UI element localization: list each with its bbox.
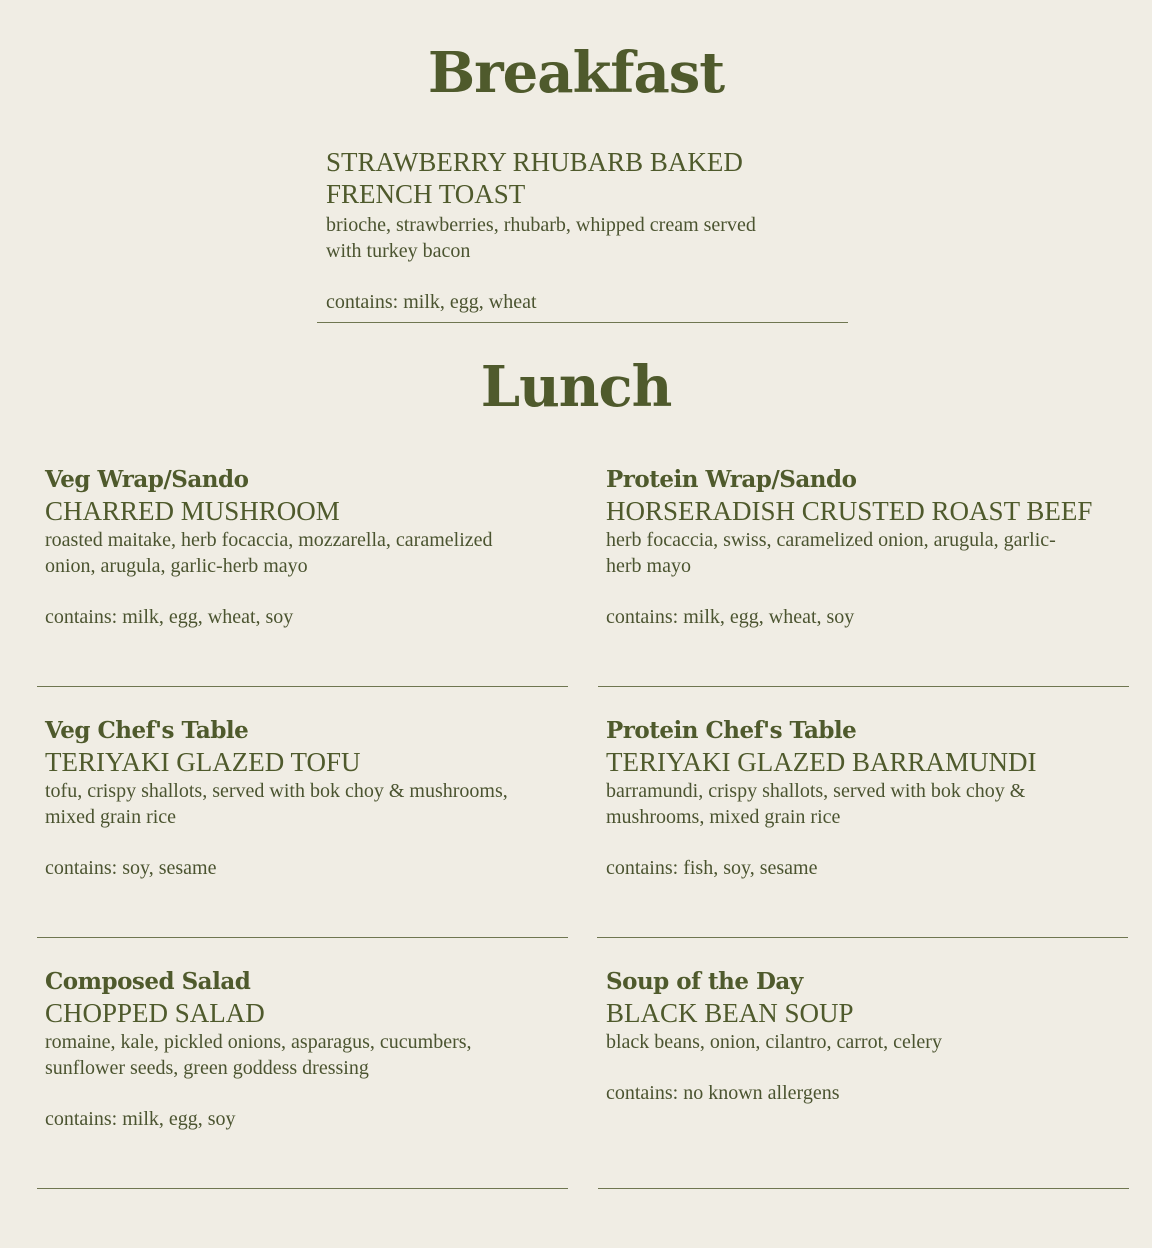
item-category: Veg Chef's Table [45,717,249,744]
item-category: Veg Wrap/Sando [45,466,249,493]
row-divider [37,686,568,687]
row-divider [37,1188,568,1189]
menu-item-composed-salad [45,966,565,1132]
dish-description-line2: herb mayo [606,555,691,577]
dish-description-line1: roasted maitake, herb focaccia, mozzarella, caramelized [45,529,493,551]
lunch-heading: Lunch [480,354,672,420]
allergen-info: contains: milk, egg, wheat [326,291,537,313]
dish-name: CHOPPED SALAD [45,998,265,1028]
row-divider [37,937,568,938]
dish-name: BLACK BEAN SOUP [606,998,854,1028]
row-divider [597,937,1128,938]
allergen-info: contains: soy, sesame [45,857,217,879]
dish-description-line1: barramundi, crispy shallots, served with bok choy & [606,780,1026,802]
item-category: Composed Salad [45,968,251,995]
dish-description-line2: sunflower seeds, green goddess dressing [45,1057,369,1079]
breakfast-item [326,146,826,315]
dish-description-line1: romaine, kale, pickled onions, asparagus, cucumbers, [45,1031,472,1053]
dish-description-line2: mixed grain rice [45,806,177,828]
dish-name: HORSERADISH CRUSTED ROAST BEEF [606,496,1093,526]
item-category: Protein Chef's Table [606,717,857,744]
dish-description-line1: black beans, onion, cilantro, carrot, celery [606,1031,942,1053]
breakfast-divider [317,322,848,323]
dish-name: TERIYAKI GLAZED TOFU [45,747,361,777]
allergen-info: contains: milk, egg, wheat, soy [606,606,855,628]
menu-item-protein-wrap [606,464,1126,630]
item-category: Soup of the Day [606,968,803,995]
dish-description-line1: brioche, strawberries, rhubarb, whipped cream served [326,214,756,236]
dish-description-line2: onion, arugula, garlic-herb mayo [45,555,308,577]
item-category: Protein Wrap/Sando [606,466,857,493]
allergen-info: contains: milk, egg, wheat, soy [45,606,294,628]
menu-item-protein-chefs-table [606,715,1126,881]
breakfast-heading: Breakfast [427,40,725,106]
row-divider [598,686,1129,687]
allergen-info: contains: no known allergens [606,1082,840,1104]
menu-item-soup-of-the-day [606,966,1126,1106]
allergen-info: contains: milk, egg, soy [45,1108,236,1130]
allergen-info: contains: fish, soy, sesame [606,857,818,879]
dish-description-line2: mushrooms, mixed grain rice [606,806,841,828]
dish-description-line1: tofu, crispy shallots, served with bok choy & mushrooms, [45,780,508,802]
dish-name-line2: FRENCH TOAST [326,179,526,209]
row-divider [598,1188,1129,1189]
menu-item-veg-wrap [45,464,565,630]
dish-name: CHARRED MUSHROOM [45,496,340,526]
dish-name: TERIYAKI GLAZED BARRAMUNDI [606,747,1037,777]
dish-description-line2: with turkey bacon [326,240,471,262]
menu-item-veg-chefs-table [45,715,565,881]
dish-name-line1: STRAWBERRY RHUBARB BAKED [326,147,743,177]
dish-description-line1: herb focaccia, swiss, caramelized onion, arugula, garlic- [606,529,1056,551]
